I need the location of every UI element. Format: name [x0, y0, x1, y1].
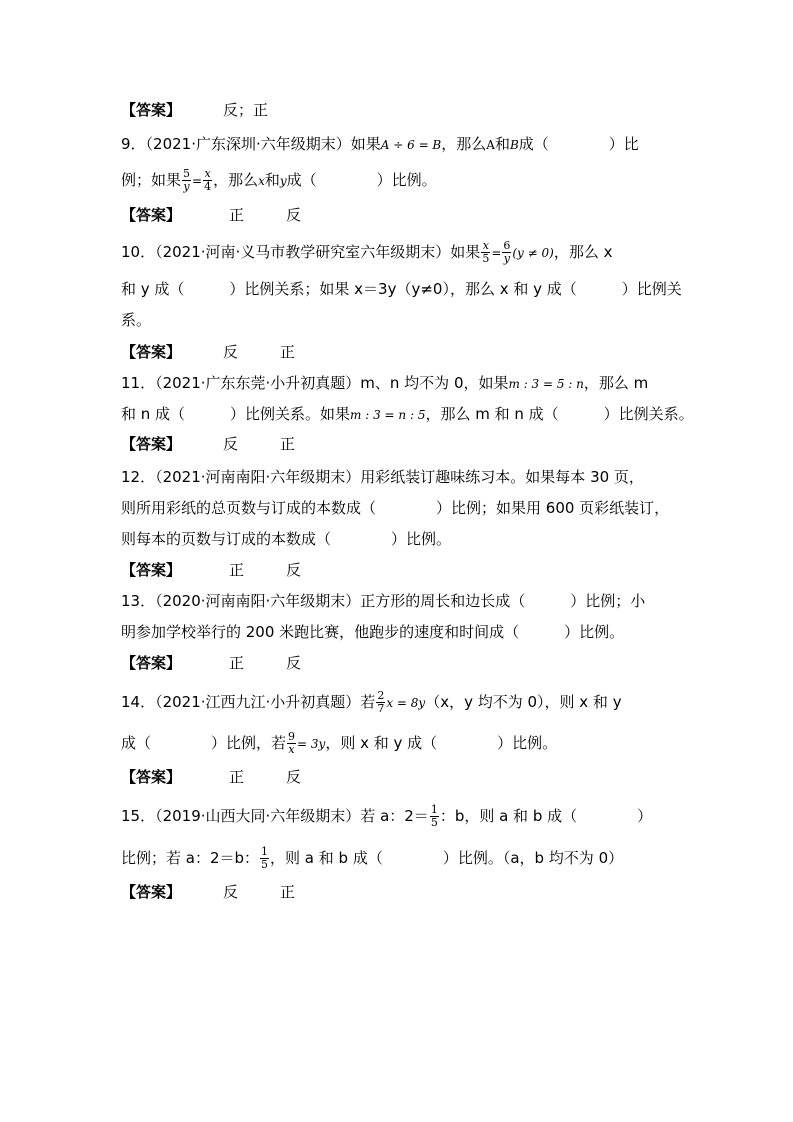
answer-q9	[121, 205, 301, 225]
question-15-line-2	[121, 846, 623, 871]
numerator: 6	[503, 239, 511, 252]
question-10-line-3	[121, 310, 151, 330]
question-11-line-2	[121, 404, 694, 425]
answer-label: 【答案】	[121, 101, 182, 119]
q14-text: （x，y 均不为 0），则 x 和 y	[425, 693, 622, 711]
answer-value: 反	[286, 561, 302, 579]
answer-value: 反	[223, 343, 239, 361]
q9-text: 和	[264, 171, 280, 189]
q12-text: 则每本的页数与订成的本数成（ ）比例。	[121, 530, 452, 548]
q14-text: 14．（2021·江西九江·小升初真题）若	[121, 693, 376, 711]
q12-text: 则所用彩纸的总页数与订成的本数成（ ）比例；如果用 600 页彩纸装订，	[121, 499, 670, 517]
answer-q15	[121, 882, 295, 902]
answer-label: 【答案】	[121, 343, 182, 361]
var-y: y	[279, 174, 287, 188]
fraction	[376, 690, 385, 715]
question-14-line-1	[121, 690, 622, 715]
q13-text: 明参加学校举行的 200 米跑比赛，他跑步的速度和时间成（ ）比例。	[121, 623, 625, 641]
answer-value: 反；正	[223, 101, 269, 119]
fraction	[430, 804, 439, 829]
question-10-line-2	[121, 279, 682, 299]
question-10-line-1	[121, 240, 613, 265]
q11-text: ，那么 m 和 n 成（ ）比例关系。	[425, 405, 694, 423]
numerator: x	[482, 239, 489, 252]
question-13-line-1	[121, 591, 645, 611]
numerator: 9	[288, 730, 296, 743]
question-14-line-2	[121, 731, 557, 756]
answer-label: 【答案】	[121, 435, 182, 453]
var-b: B	[509, 138, 519, 152]
denominator: 4	[204, 180, 212, 193]
question-12-line-1	[121, 467, 644, 487]
q15-text: ，则 a 和 b 成（ ）比例。（a，b 均不为 0）	[270, 849, 624, 867]
numerator: 5	[183, 167, 191, 180]
answer-q13	[121, 653, 301, 673]
answer-value: 正	[229, 654, 245, 672]
q14-text: ，则 x 和 y 成（ ）比例。	[325, 734, 558, 752]
q10-text: 10．（2021·河南·义马市教学研究室六年级期末）如果	[121, 243, 481, 261]
q15-text: 比例；若 a：2＝b：	[121, 849, 260, 867]
q9-text: 成（ ）比	[518, 135, 639, 153]
answer-value: 反	[223, 435, 239, 453]
question-11-line-1	[121, 373, 648, 394]
q9-text: ，那么	[213, 171, 259, 189]
q9-text: 9．（2021·广东深圳·六年级期末）如果	[121, 135, 381, 153]
question-9-line-2	[121, 168, 437, 193]
question-12-line-2	[121, 498, 669, 518]
denominator: 7	[377, 702, 385, 715]
q11-text: ，那么 m	[583, 374, 649, 392]
q9-text: 和	[494, 135, 510, 153]
denominator: y	[183, 180, 190, 193]
question-15-line-1	[121, 804, 652, 829]
q11-text: 11．（2021·广东东莞·小升初真题）m、n 均不为 0，如果	[121, 374, 509, 392]
q14-math: = 3y	[297, 737, 326, 751]
var-x: x	[258, 174, 265, 188]
answer-value: 反	[286, 654, 302, 672]
var-a: A	[486, 138, 495, 152]
q10-text: 和 y 成（ ）比例关系；如果 x＝3y（y≠0），那么 x 和 y 成（ ）比例关	[121, 280, 682, 298]
q11-text: 和 n 成（ ）比例关系。如果	[121, 405, 351, 423]
q11-math: m : 3 = n : 5	[350, 408, 426, 422]
answer-label: 【答案】	[121, 883, 182, 901]
q14-text: 成（ ）比例，若	[121, 734, 287, 752]
answer-label: 【答案】	[121, 206, 182, 224]
answer-value: 反	[286, 206, 302, 224]
q9-text: 成（ ）比例。	[286, 171, 437, 189]
question-9-line-1	[121, 134, 639, 155]
condition: (y ≠ 0)	[512, 246, 554, 260]
numerator: 1	[261, 845, 269, 858]
answer-q10	[121, 342, 295, 362]
answer-value: 正	[229, 768, 245, 786]
q15-text: ：b，则 a 和 b 成（ ）	[439, 807, 653, 825]
fraction	[260, 846, 269, 871]
equals-sign: =	[491, 246, 502, 260]
q10-text: ，那么 x	[553, 243, 613, 261]
numerator: x	[204, 167, 211, 180]
fraction	[203, 168, 212, 193]
answer-label: 【答案】	[121, 654, 182, 672]
fraction	[287, 731, 296, 756]
answer-value: 正	[280, 883, 296, 901]
answer-q11	[121, 434, 295, 454]
q9-text: ，那么	[441, 135, 487, 153]
answer-label: 【答案】	[121, 561, 182, 579]
q9-math: A ÷ 6 = B	[380, 138, 442, 152]
fraction	[502, 240, 511, 265]
answer-value: 正	[280, 343, 296, 361]
q15-text: 15．（2019·山西大同·六年级期末）若 a：2＝	[121, 807, 429, 825]
q12-text: 12．（2021·河南南阳·六年级期末）用彩纸装订趣味练习本。如果每本 30 页，	[121, 468, 644, 486]
q14-math: x = 8y	[386, 696, 426, 710]
fraction	[182, 168, 191, 193]
numerator: 2	[377, 689, 385, 702]
answer-label: 【答案】	[121, 768, 182, 786]
numerator: 1	[430, 803, 438, 816]
q13-text: 13．（2020·河南南阳·六年级期末）正方形的周长和边长成（ ）比例；小	[121, 592, 646, 610]
answer-q8	[121, 100, 268, 120]
equals-sign: =	[192, 174, 203, 188]
answer-value: 反	[286, 768, 302, 786]
question-13-line-2	[121, 622, 624, 642]
question-12-line-3	[121, 529, 451, 549]
denominator: 5	[430, 816, 438, 829]
denominator: x	[288, 743, 295, 756]
answer-value: 正	[229, 561, 245, 579]
answer-value: 正	[280, 435, 296, 453]
q11-math: m : 3 = 5 : n	[508, 377, 584, 391]
q9-text: 例；如果	[121, 171, 182, 189]
q10-text: 系。	[121, 311, 152, 329]
answer-q14	[121, 767, 301, 787]
denominator: 5	[261, 858, 269, 871]
denominator: y	[503, 252, 510, 265]
denominator: 5	[482, 252, 490, 265]
answer-value: 反	[223, 883, 239, 901]
answer-value: 正	[229, 206, 245, 224]
fraction	[481, 240, 490, 265]
answer-q12	[121, 560, 301, 580]
